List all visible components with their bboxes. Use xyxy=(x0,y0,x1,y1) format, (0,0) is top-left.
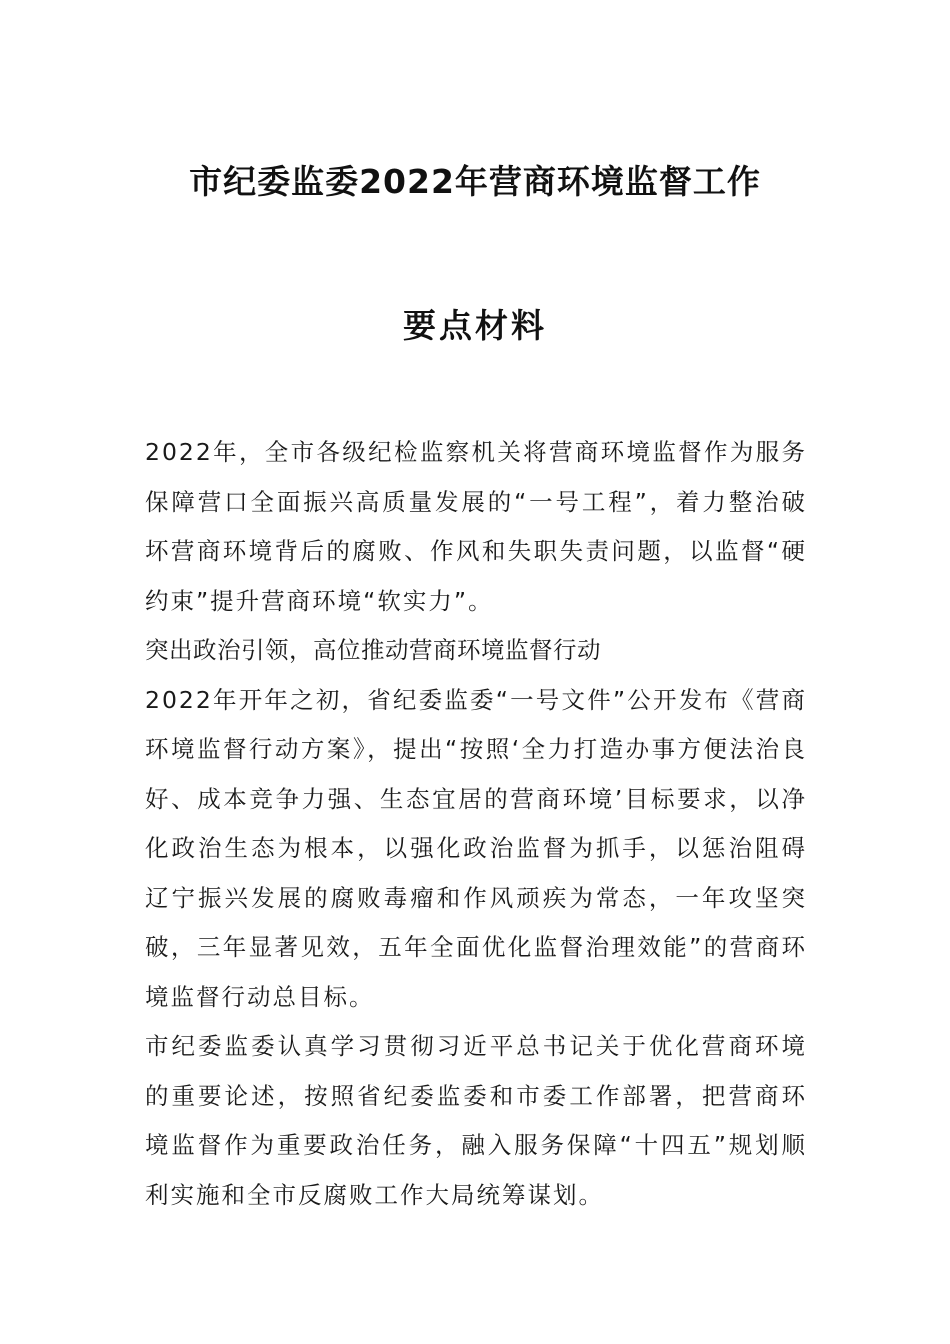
document-body xyxy=(145,428,807,1220)
paragraph-city-implementation: 市纪委监委认真学习贯彻习近平总书记关于优化营商环境的重要论述，按照省纪委监委和市委工作部署，把营商环境监督作为重要政治任务，融入服务保障“十四五”规划顺利实施和全市反腐败工作大局统筹谋划。 xyxy=(145,1032,807,1209)
document-title-line1: 市纪委监委2022年营商环境监督工作 xyxy=(189,162,761,201)
document-title-line2: 要点材料 xyxy=(403,306,547,345)
paragraph-intro: 2022年，全市各级纪检监察机关将营商环境监督作为服务保障营口全面振兴高质量发展的“一号工程”，着力整治破坏营商环境背后的腐败、作风和失职失责问题，以监督“硬约束”提升营商环境“软实力”。 xyxy=(145,438,807,615)
paragraph-provincial-plan: 2022年开年之初，省纪委监委“一号文件”公开发布《营商环境监督行动方案》，提出“按照‘全力打造办事方便法治良好、成本竞争力强、生态宜居的营商环境’目标要求，以净化政治生态为根本，以强化政治监督为抓手，以惩治阻碍辽宁振兴发展的腐败毒瘤和作风顽疾为常态，一年攻坚突破，三年显著见效，五年全面优化监督治理效能”的营商环境监督行动总目标。 xyxy=(145,685,807,1011)
section-heading: 突出政治引领，高位推动营商环境监督行动 xyxy=(145,636,601,664)
